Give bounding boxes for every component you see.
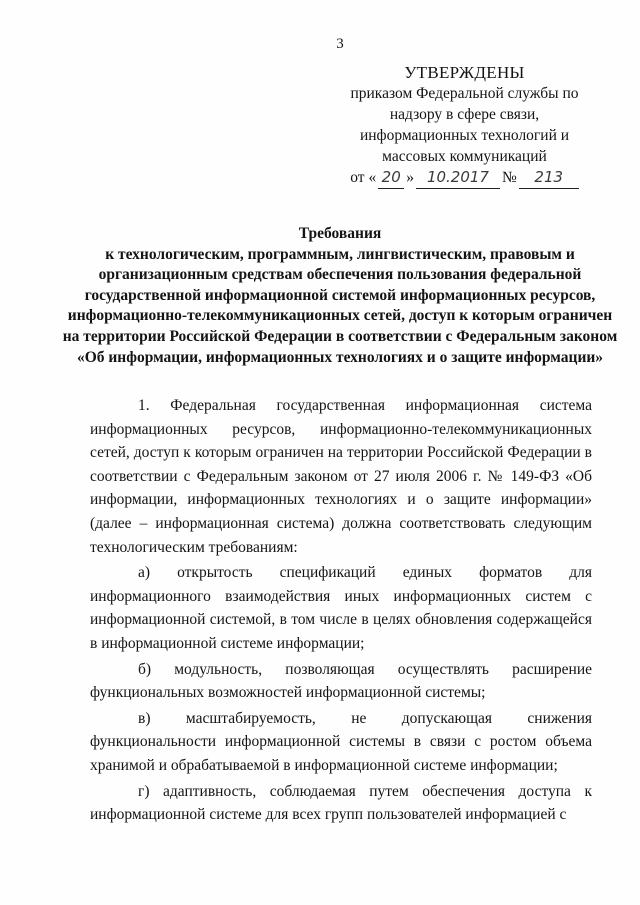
date-prefix: от «: [350, 169, 377, 186]
paragraph-1: 1. Федеральная государственная информационная система информационных ресурсов, информационно-телекоммуникационных сетей, доступ к которым ограничен на территории Российской Федерации в соответствии с Федеральным законом от 27 июля 2006 г. № 149-ФЗ «Об информации, информационных технологиях и о защите информации» (далее – информационная система) должна соответствовать следующим технологическим требованиям:: [90, 397, 592, 556]
approval-date-line: [322, 167, 607, 189]
approval-line: массовых коммуникаций: [382, 148, 547, 165]
paragraph-b: б) модульность, позволяющая осуществлять расширение функциональных возможностей информационной системы;: [90, 660, 592, 702]
approval-stamp-block: [322, 62, 607, 189]
approval-heading: УТВЕРЖДЕНЫ: [404, 63, 525, 82]
paragraph-c: в) масштабируемость, не допускающая снижения функциональности информационной системы в связи с ростом объема хранимой и обрабатываемой в информационной системе информации;: [90, 709, 592, 774]
handwritten-month-year: 10.2017: [416, 167, 500, 189]
approval-line: информационных технологий и: [359, 127, 570, 144]
date-mid: »: [406, 169, 414, 186]
document-body: [90, 394, 592, 827]
paragraph-a: а) открытость спецификаций единых форматов для информационного взаимодействия иных информационных систем с информационной системой, в том числе в целях обновления содержащейся в информационной системе информации;: [90, 564, 592, 652]
title-heading: Требования: [298, 225, 382, 242]
approval-line: приказом Федеральной службы по: [350, 85, 579, 102]
document-title: [60, 224, 620, 368]
page-number: 3: [336, 36, 344, 52]
approval-line: надзору в сфере связи,: [389, 106, 540, 123]
number-sign: №: [501, 169, 517, 186]
handwritten-day: 20: [378, 167, 404, 189]
paragraph-d: г) адаптивность, соблюдаемая путем обеспечения доступа к информационной системе для всех групп пользователей информацией с: [90, 782, 592, 824]
title-body: к технологическим, программным, лингвистическим, правовым и организационным средствам обеспечения пользования федеральной государственной информационной системой информационных ресурсов, информационно-телекоммуникационных сетей, доступ к которым ограничен на территории Российской Федерации в соответствии с Федеральным законом «Об информации, информационных технологиях и о защите информации»: [62, 245, 618, 366]
handwritten-order-number: 213: [519, 167, 579, 189]
